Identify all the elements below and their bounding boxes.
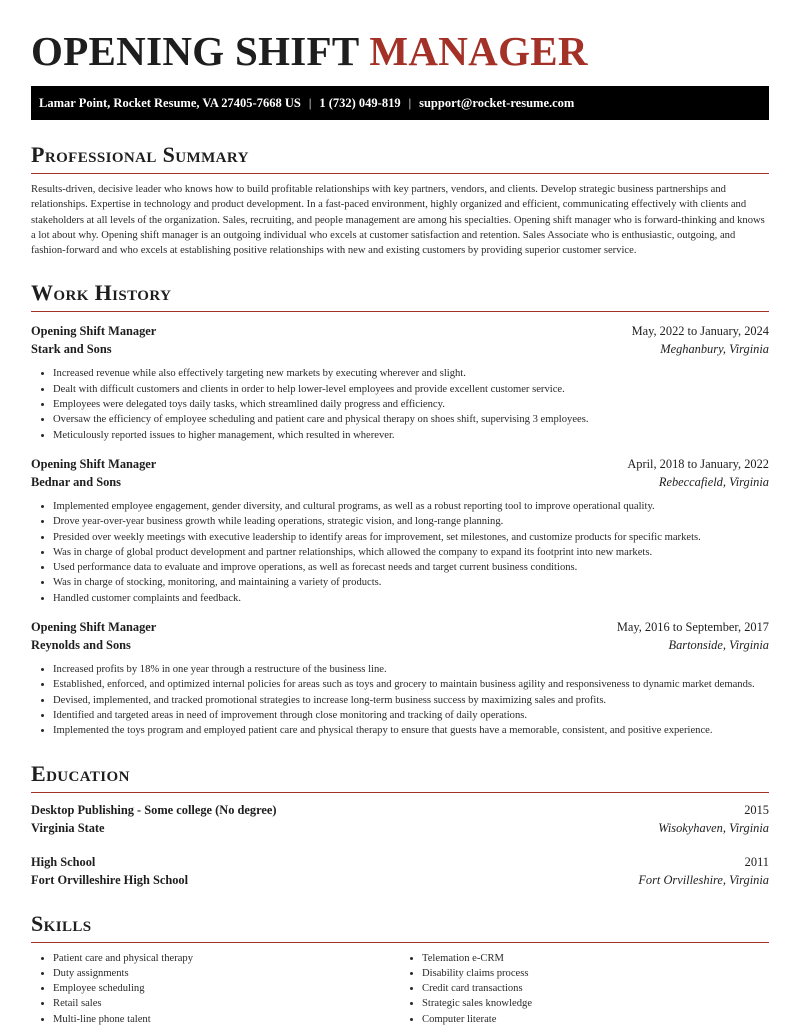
job-bullet: • Employees were delegated toys daily tasks, which streamlined daily progress and efficiency. xyxy=(53,397,769,412)
skill-item: • Disability claims process xyxy=(422,966,769,981)
skills-column-right xyxy=(400,951,769,1027)
job-bullet: • Identified and targeted areas in need of improvement through close monitoring and tracking of daily operations. xyxy=(53,708,769,723)
name-last-part: MANAGER xyxy=(369,28,588,74)
job-bullet: • Was in charge of global product development and partner relationships, which allowed the company to expand its footprint into new markets. xyxy=(53,545,769,560)
job-location: Meghanbury, Virginia xyxy=(660,342,769,357)
job-bullet: • Devised, implemented, and tracked promotional strategies to increase long-term business success by maximizing sales and profits. xyxy=(53,693,769,708)
skill-item: • Duty assignments xyxy=(53,966,400,981)
job-bullet: • Implemented the toys program and employed patient care and physical therapy to ensure that guests have a memorable, consistent, and positive experience. xyxy=(53,723,769,738)
job-location: Rebeccafield, Virginia xyxy=(658,474,769,489)
job-entry xyxy=(31,322,769,442)
job-dates: May, 2022 to January, 2024 xyxy=(631,324,769,339)
contact-address: Lamar Point, Rocket Resume, VA 27405-7668 US xyxy=(39,95,301,110)
summary-heading: Professional Summary xyxy=(31,142,769,174)
education-entry xyxy=(31,801,769,837)
contact-email: support@rocket-resume.com xyxy=(419,95,575,110)
contact-separator: | xyxy=(408,95,412,110)
skill-item: • Multi-line phone talent xyxy=(53,1012,400,1027)
work-history-heading: Work History xyxy=(31,280,769,312)
skill-item: • Computer literate xyxy=(422,1012,769,1027)
job-location: Bartonside, Virginia xyxy=(668,638,769,653)
job-bullet: • Was in charge of stocking, monitoring, and maintaining a variety of products. xyxy=(53,575,769,590)
education-location: Wisokyhaven, Virginia xyxy=(658,820,769,835)
education-entry xyxy=(31,853,769,889)
skill-item: • Retail sales xyxy=(53,996,400,1011)
contact-phone: 1 (732) 049-819 xyxy=(319,95,401,110)
education-heading: Education xyxy=(31,761,769,793)
job-bullets xyxy=(31,499,769,606)
job-role: Opening Shift Manager xyxy=(31,456,157,471)
job-entry xyxy=(31,455,769,606)
job-role: Opening Shift Manager xyxy=(31,324,157,339)
job-dates: May, 2016 to September, 2017 xyxy=(616,620,769,635)
education-location: Fort Orvilleshire, Virginia xyxy=(638,872,769,887)
education-year: 2011 xyxy=(744,854,769,869)
work-history-list xyxy=(31,322,769,738)
job-company: Stark and Sons xyxy=(31,342,112,357)
job-bullet: • Dealt with difficult customers and clients in order to help lower-level employees and provide excellent customer service. xyxy=(53,382,769,397)
job-company: Reynolds and Sons xyxy=(31,638,131,653)
job-bullet: • Used performance data to evaluate and improve operations, as well as forecast needs and target current business conditions. xyxy=(53,560,769,575)
skill-item: • Patient care and physical therapy xyxy=(53,951,400,966)
skill-item: • Credit card transactions xyxy=(422,981,769,996)
contact-bar xyxy=(31,86,769,120)
name-first-part: OPENING SHIFT xyxy=(31,28,359,74)
job-bullet: • Meticulously reported issues to higher management, which resulted in wherever. xyxy=(53,428,769,443)
job-bullets xyxy=(31,366,769,442)
job-bullet: • Increased profits by 18% in one year through a restructure of the business line. xyxy=(53,662,769,677)
skills-column-left xyxy=(31,951,400,1027)
skill-item: • Telemation e-CRM xyxy=(422,951,769,966)
job-bullet: • Established, enforced, and optimized internal policies for areas such as toys and grocery to maintain business agility and responsiveness to dynamic market demands. xyxy=(53,677,769,692)
job-company: Bednar and Sons xyxy=(31,474,121,489)
job-bullet: • Drove year-over-year business growth while leading operations, strategic vision, and long-range planning. xyxy=(53,514,769,529)
education-year: 2015 xyxy=(744,802,769,817)
candidate-name xyxy=(31,28,769,74)
job-dates: April, 2018 to January, 2022 xyxy=(627,456,769,471)
job-bullets xyxy=(31,662,769,738)
skills-list xyxy=(31,951,769,1027)
summary-text: Results-driven, decisive leader who knows how to build profitable relationships with key partners, vendors, and clients. Develop strategic business partnerships and relationships. Expertise in technology and product development. In a fast-paced environment, highly organized and efficient, communicating effectively with clients and stakeholders at all levels of the organization. Sales, recruiting, and people management are among his specialties. Opening shift manager who is forward-thinking and knows a lot about why. Opening shift manager is an outgoing individual who excels at customer satisfaction and retention. Sales Associate who is enthusiastic, outgoing, and fashion-forward and who excels at establishing positive relationships with new and existing customers by providing superior customer service. xyxy=(31,184,765,257)
education-degree: Desktop Publishing - Some college (No degree) xyxy=(31,802,277,817)
education-school: Virginia State xyxy=(31,820,105,835)
education-school: Fort Orvilleshire High School xyxy=(31,872,189,887)
job-bullet: • Handled customer complaints and feedback. xyxy=(53,591,769,606)
job-entry xyxy=(31,618,769,738)
job-bullet: • Implemented employee engagement, gender diversity, and cultural programs, as well as a robust reporting tool to improve operational quality. xyxy=(53,499,769,514)
contact-separator: | xyxy=(308,95,312,110)
education-degree: High School xyxy=(31,854,96,869)
job-role: Opening Shift Manager xyxy=(31,620,157,635)
skill-item: • Strategic sales knowledge xyxy=(422,996,769,1011)
skills-heading: Skills xyxy=(31,911,769,943)
job-bullet: • Increased revenue while also effectively targeting new markets by executing wherever and slight. xyxy=(53,366,769,381)
job-bullet: • Presided over weekly meetings with executive leadership to identify areas for improvement, set milestones, and customize products for specific markets. xyxy=(53,530,769,545)
job-bullet: • Oversaw the efficiency of employee scheduling and patient care and physical therapy on shoes shift, supervising 3 employees. xyxy=(53,412,769,427)
skill-item: • Employee scheduling xyxy=(53,981,400,996)
